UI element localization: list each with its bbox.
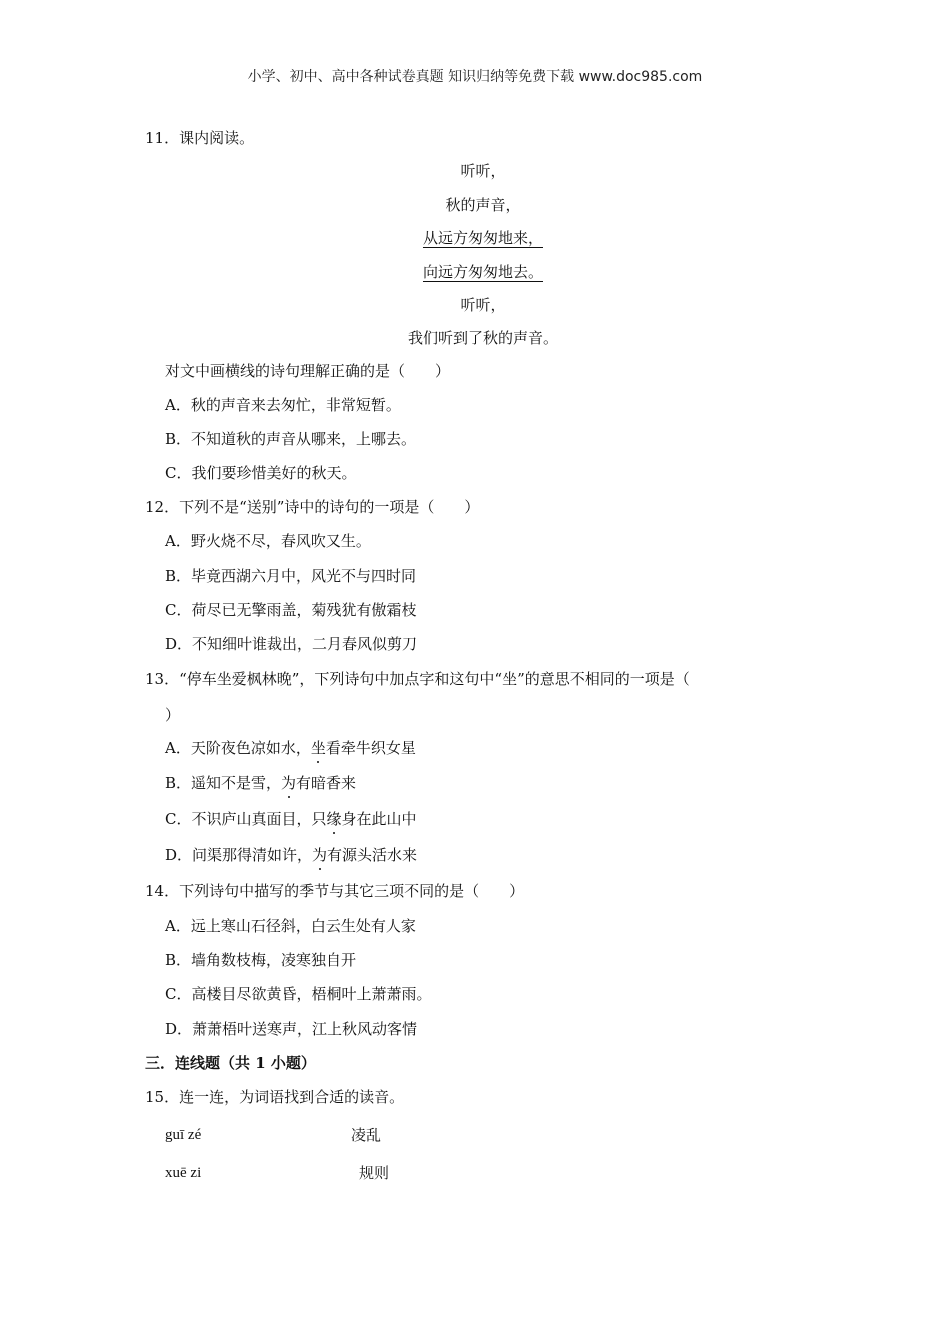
option-text: C．不识庐山真面目，只 xyxy=(165,810,327,828)
q13-stem-continued: ） xyxy=(165,706,181,724)
q11-stem: 对文中画横线的诗句理解正确的是（ ） xyxy=(165,362,451,380)
poem-line: 秋的声音， xyxy=(445,196,521,214)
dotted-character: 缘 xyxy=(326,810,342,828)
q12-stem: 12．下列不是“送别”诗中的诗句的一项是（ ） xyxy=(145,498,480,516)
q14-option-d: D．萧萧梧叶送寒声，江上秋风动客情 xyxy=(165,1020,418,1038)
poem-line: 听听， xyxy=(460,296,506,314)
option-text: 有暗香来 xyxy=(296,774,357,792)
q13-option-c xyxy=(165,809,417,829)
q12-option-a: A．野火烧不尽，春风吹又生。 xyxy=(165,532,371,550)
q11-option-a: A．秋的声音来去匆忙，非常短暂。 xyxy=(165,396,401,414)
poem-line: 我们听到了秋的声音。 xyxy=(407,329,558,347)
poem-line-underlined xyxy=(0,228,950,248)
q11-title: 11．课内阅读。 xyxy=(145,129,255,147)
section-heading: 三．连线题（共 1 小题） xyxy=(145,1054,316,1072)
poem-line: 听听， xyxy=(460,162,506,180)
q13-option-b xyxy=(165,773,356,793)
dotted-character: 为 xyxy=(312,846,328,864)
q13-stem: 13．“停车坐爱枫林晚”，下列诗句中加点字和这句中“坐”的意思不相同的一项是（ xyxy=(145,670,690,688)
word-item: 凌乱 xyxy=(351,1126,382,1144)
pinyin-item: xuē zi xyxy=(165,1165,202,1181)
poem-line-underlined xyxy=(0,262,950,282)
q14-stem: 14．下列诗句中描写的季节与其它三项不同的是（ ） xyxy=(145,882,525,900)
q14-option-a: A．远上寒山石径斜，白云生处有人家 xyxy=(165,917,416,935)
dotted-character: 为 xyxy=(281,774,297,792)
option-text: A．天阶夜色凉如水， xyxy=(165,739,311,757)
option-text: 有源头活水来 xyxy=(327,846,418,864)
q12-option-d: D．不知细叶谁裁出，二月春风似剪刀 xyxy=(165,635,418,653)
dotted-character: 坐 xyxy=(310,739,326,757)
q13-option-a xyxy=(165,738,416,758)
page-header: 小学、初中、高中各种试卷真题 知识归纳等免费下载 www.doc985.com xyxy=(247,69,703,85)
option-text: 身在此山中 xyxy=(341,810,417,828)
pinyin-item: guī zé xyxy=(165,1127,202,1143)
q15-stem: 15．连一连，为词语找到合适的读音。 xyxy=(145,1088,405,1106)
poem-line-text: 从远方匆匆地来， xyxy=(422,229,543,247)
q14-option-b: B．墙角数枝梅，凌寒独自开 xyxy=(165,951,357,969)
q12-option-c: C．荷尽已无擎雨盖，菊残犹有傲霜枝 xyxy=(165,601,417,619)
q11-option-c: C．我们要珍惜美好的秋天。 xyxy=(165,464,357,482)
option-text: D．问渠那得清如许， xyxy=(165,846,313,864)
q11-option-b: B．不知道秋的声音从哪来，上哪去。 xyxy=(165,430,417,448)
q14-option-c: C．高楼目尽欲黄昏，梧桐叶上萧萧雨。 xyxy=(165,985,432,1003)
word-item: 规则 xyxy=(359,1164,390,1182)
option-text: 看牵牛织女星 xyxy=(325,739,416,757)
option-text: B．遥知不是雪， xyxy=(165,774,282,792)
q13-option-d xyxy=(165,845,417,865)
poem-line-text: 向远方匆匆地去。 xyxy=(422,263,543,281)
q12-option-b: B．毕竟西湖六月中，风光不与四时同 xyxy=(165,567,417,585)
